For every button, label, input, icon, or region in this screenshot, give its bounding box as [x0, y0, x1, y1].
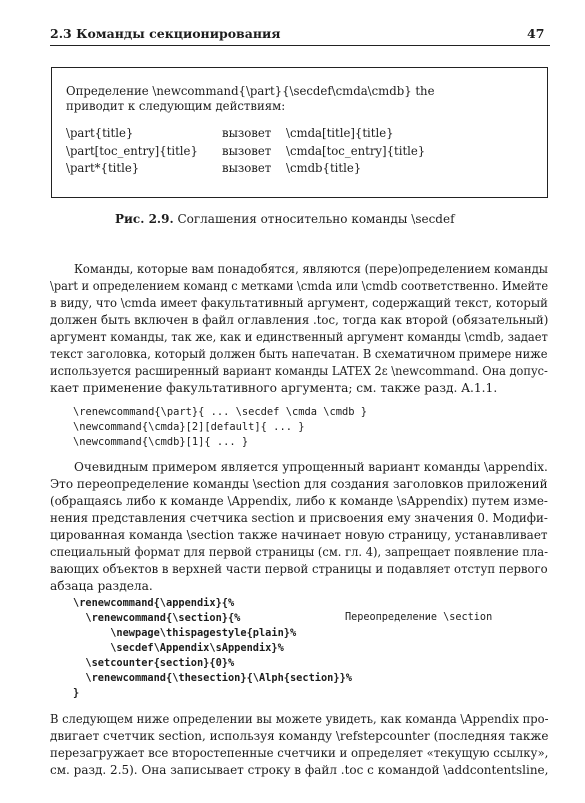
paragraph-1-line-4: должен быть включен в файл оглавления .toc, тогда как второй (обязательный): [50, 313, 549, 327]
figure-row-3-command: \part*{title}: [66, 161, 140, 175]
paragraph-2-line-5: цированная команда \section также начинает новую страницу, устанавливает: [50, 528, 548, 542]
figure-row-1-command: \part{title}: [66, 126, 134, 140]
code-2-line-3: \newpage\thispagestyle{plain}%: [73, 627, 297, 639]
paragraph-1-line-1: Команды, которые вам понадобятся, являются (пере)определением команды: [74, 262, 548, 276]
code-2-line-5: \setcounter{section}{0}%: [73, 657, 235, 669]
paragraph-1-line-2: \part и определением команд с метками \cmda или \cmdb соответственно. Имейте: [50, 279, 549, 293]
running-head-section: 2.3 Команды секционирования: [50, 26, 281, 41]
figure-caption-label: Рис. 2.9.: [115, 212, 174, 226]
paragraph-2-line-6: специальный формат для первой страницы (см. гл. 4), запрещает появление пла-: [50, 545, 549, 559]
code-1-line-2: \newcommand{\cmda}[2][default]{ ... }: [73, 421, 305, 433]
figure-row-1-result: \cmda[title]{title}: [286, 126, 394, 140]
page-number: 47: [527, 26, 545, 41]
figure-row-2-command: \part[toc_entry]{title}: [66, 144, 198, 158]
paragraph-3-line-1: В следующем ниже определении вы можете увидеть, как команда \Appendix про-: [50, 712, 549, 726]
figure-caption-text: Соглашения относительно команды \secdef: [177, 212, 455, 226]
code-2-margin-note: Переопределение \section: [345, 612, 493, 623]
paragraph-2-line-1: Очевидным примером является упрощенный вариант команды \appendix.: [74, 460, 548, 474]
paragraph-1-line-3: в виду, что \cmda имеет факультативный аргумент, содержащий текст, который: [50, 296, 548, 310]
paragraph-1-line-5: аргумент команды, так же, как и единственный аргумент команды \cmdb, задает: [50, 330, 548, 344]
figure-row-3-arrow-text: вызовет: [222, 161, 272, 175]
code-1-line-3: \newcommand{\cmdb}[1]{ ... }: [73, 436, 249, 448]
figure-intro-line-1: Определение \newcommand{\part}{\secdef\cmda\cmdb} the: [66, 84, 435, 98]
figure-row-3-result: \cmdb{title}: [286, 161, 362, 175]
paragraph-2-line-7: вающих объектов в верхней части первой страницы и подавляет отступ первого: [50, 562, 548, 576]
code-2-line-7: }: [73, 687, 80, 699]
code-2-line-1: \renewcommand{\appendix}{%: [73, 597, 235, 609]
paragraph-2-line-2: Это переопределение команды \section для создания заголовков приложений: [50, 477, 548, 491]
paragraph-1-line-7: используется расширенный вариант команды LATEX 2ε \newcommand. Она допус-: [50, 364, 548, 378]
figure-row-1-arrow-text: вызовет: [222, 126, 272, 140]
figure-row-2-result: \cmda[toc_entry]{title}: [286, 144, 426, 158]
header-rule: [50, 45, 550, 46]
figure-caption: [115, 212, 455, 226]
paragraph-2-line-8: абзаца раздела.: [50, 579, 153, 593]
paragraph-2-line-3: (обращаясь либо к команде \Appendix, либо к команде \sAppendix) путем изме-: [50, 494, 548, 508]
paragraph-2-line-4: нения представления счетчика section и присвоения ему значения 0. Модифи-: [50, 511, 548, 525]
code-2-line-6: \renewcommand{\thesection}{\Alph{section}}%: [73, 672, 352, 684]
paragraph-3-line-3: перезагружает все второстепенные счетчики и определяет «текущую ссылку»,: [50, 746, 549, 760]
paragraph-1-line-6: текст заголовка, который должен быть напечатан. В схематичном примере ниже: [50, 347, 548, 361]
figure-row-2-arrow-text: вызовет: [222, 144, 272, 158]
paragraph-1-line-8: кает применение факультативного аргумента; см. также разд. A.1.1.: [50, 381, 498, 395]
code-2-line-2: \renewcommand{\section}{%: [73, 612, 241, 624]
code-1-line-1: \renewcommand{\part}{ ... \secdef \cmda \cmdb }: [73, 406, 368, 418]
paragraph-3-line-4: см. разд. 2.5). Она записывает строку в файл .toc с командой \addcontentsline,: [50, 763, 549, 777]
paragraph-3-line-2: двигает счетчик section, используя команду \refstepcounter (последняя также: [50, 729, 549, 743]
figure-intro-line-2: приводит к следующим действиям:: [66, 99, 286, 113]
code-2-line-4: \secdef\Appendix\sAppendix}%: [73, 642, 284, 654]
